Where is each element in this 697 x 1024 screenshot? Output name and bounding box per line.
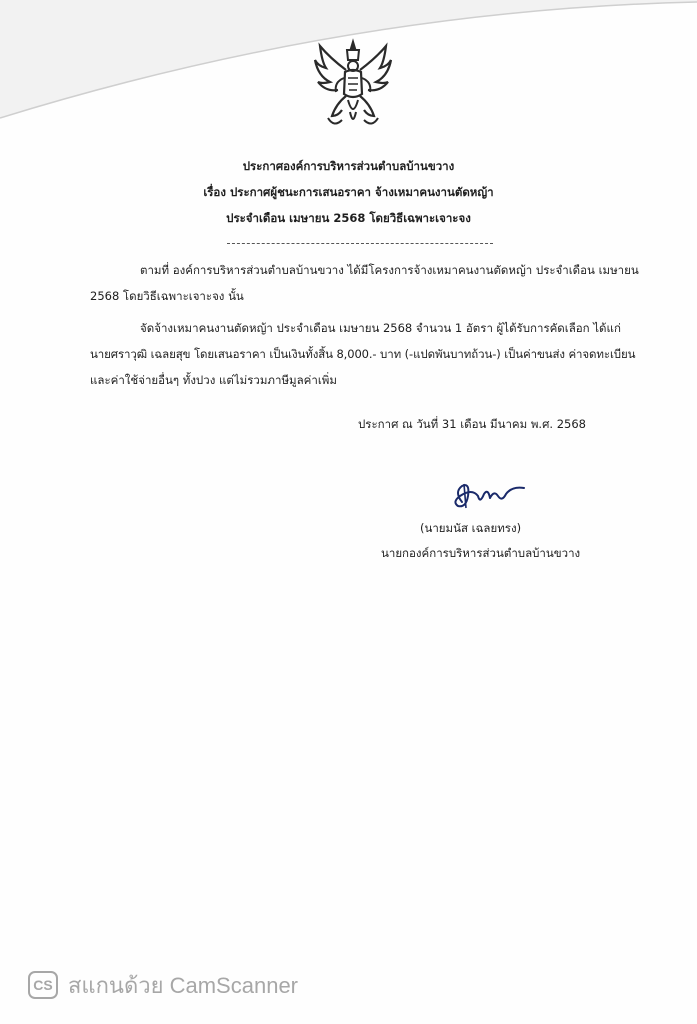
garuda-emblem-icon	[312, 38, 394, 130]
signatory-name: (นายมนัส เฉลยทรง)	[420, 521, 522, 535]
paragraph-2-line-2: นายศราวุฒิ เฉลยสุข โดยเสนอราคา เป็นเงินทั้งสิ้น 8,000.- บาท (-แปดพันบาทถ้วน-) เป็นค่าขนส่ง ค่าจดทะเบียน	[90, 347, 636, 361]
paragraph-1-line-2: 2568 โดยวิธีเฉพาะเจาะจง นั้น	[90, 289, 244, 303]
camscanner-watermark	[28, 970, 298, 1000]
paragraph-1-line-1: ตามที่ องค์การบริหารส่วนตำบลบ้านขวาง ได้มีโครงการจ้างเหมาคนงานตัดหญ้า ประจำเดือน เมษายน	[140, 263, 639, 277]
document-subject: เรื่อง ประกาศผู้ชนะการเสนอราคา จ้างเหมาคนงานตัดหญ้า	[203, 185, 494, 199]
header-divider	[227, 243, 493, 244]
document-title: ประกาศองค์การบริหารส่วนตำบลบ้านขวาง	[242, 159, 455, 173]
announcement-date: ประกาศ ณ วันที่ 31 เดือน มีนาคม พ.ศ. 2568	[358, 417, 586, 431]
camscanner-logo-icon: CS	[28, 971, 58, 999]
paragraph-2-line-3: และค่าใช้จ่ายอื่นๆ ทั้งปวง แต่ไม่รวมภาษีมูลค่าเพิ่ม	[90, 373, 337, 387]
watermark-text: สแกนด้วย CamScanner	[68, 972, 299, 998]
signature-image	[450, 478, 530, 512]
signatory-position: นายกองค์การบริหารส่วนตำบลบ้านขวาง	[381, 546, 581, 560]
paragraph-2-line-1: จัดจ้างเหมาคนงานตัดหญ้า ประจำเดือน เมษายน 2568 จำนวน 1 อัตรา ผู้ได้รับการคัดเลือก ได้แก่	[140, 321, 621, 335]
document-period: ประจำเดือน เมษายน 2568 โดยวิธีเฉพาะเจาะจง	[226, 211, 471, 225]
